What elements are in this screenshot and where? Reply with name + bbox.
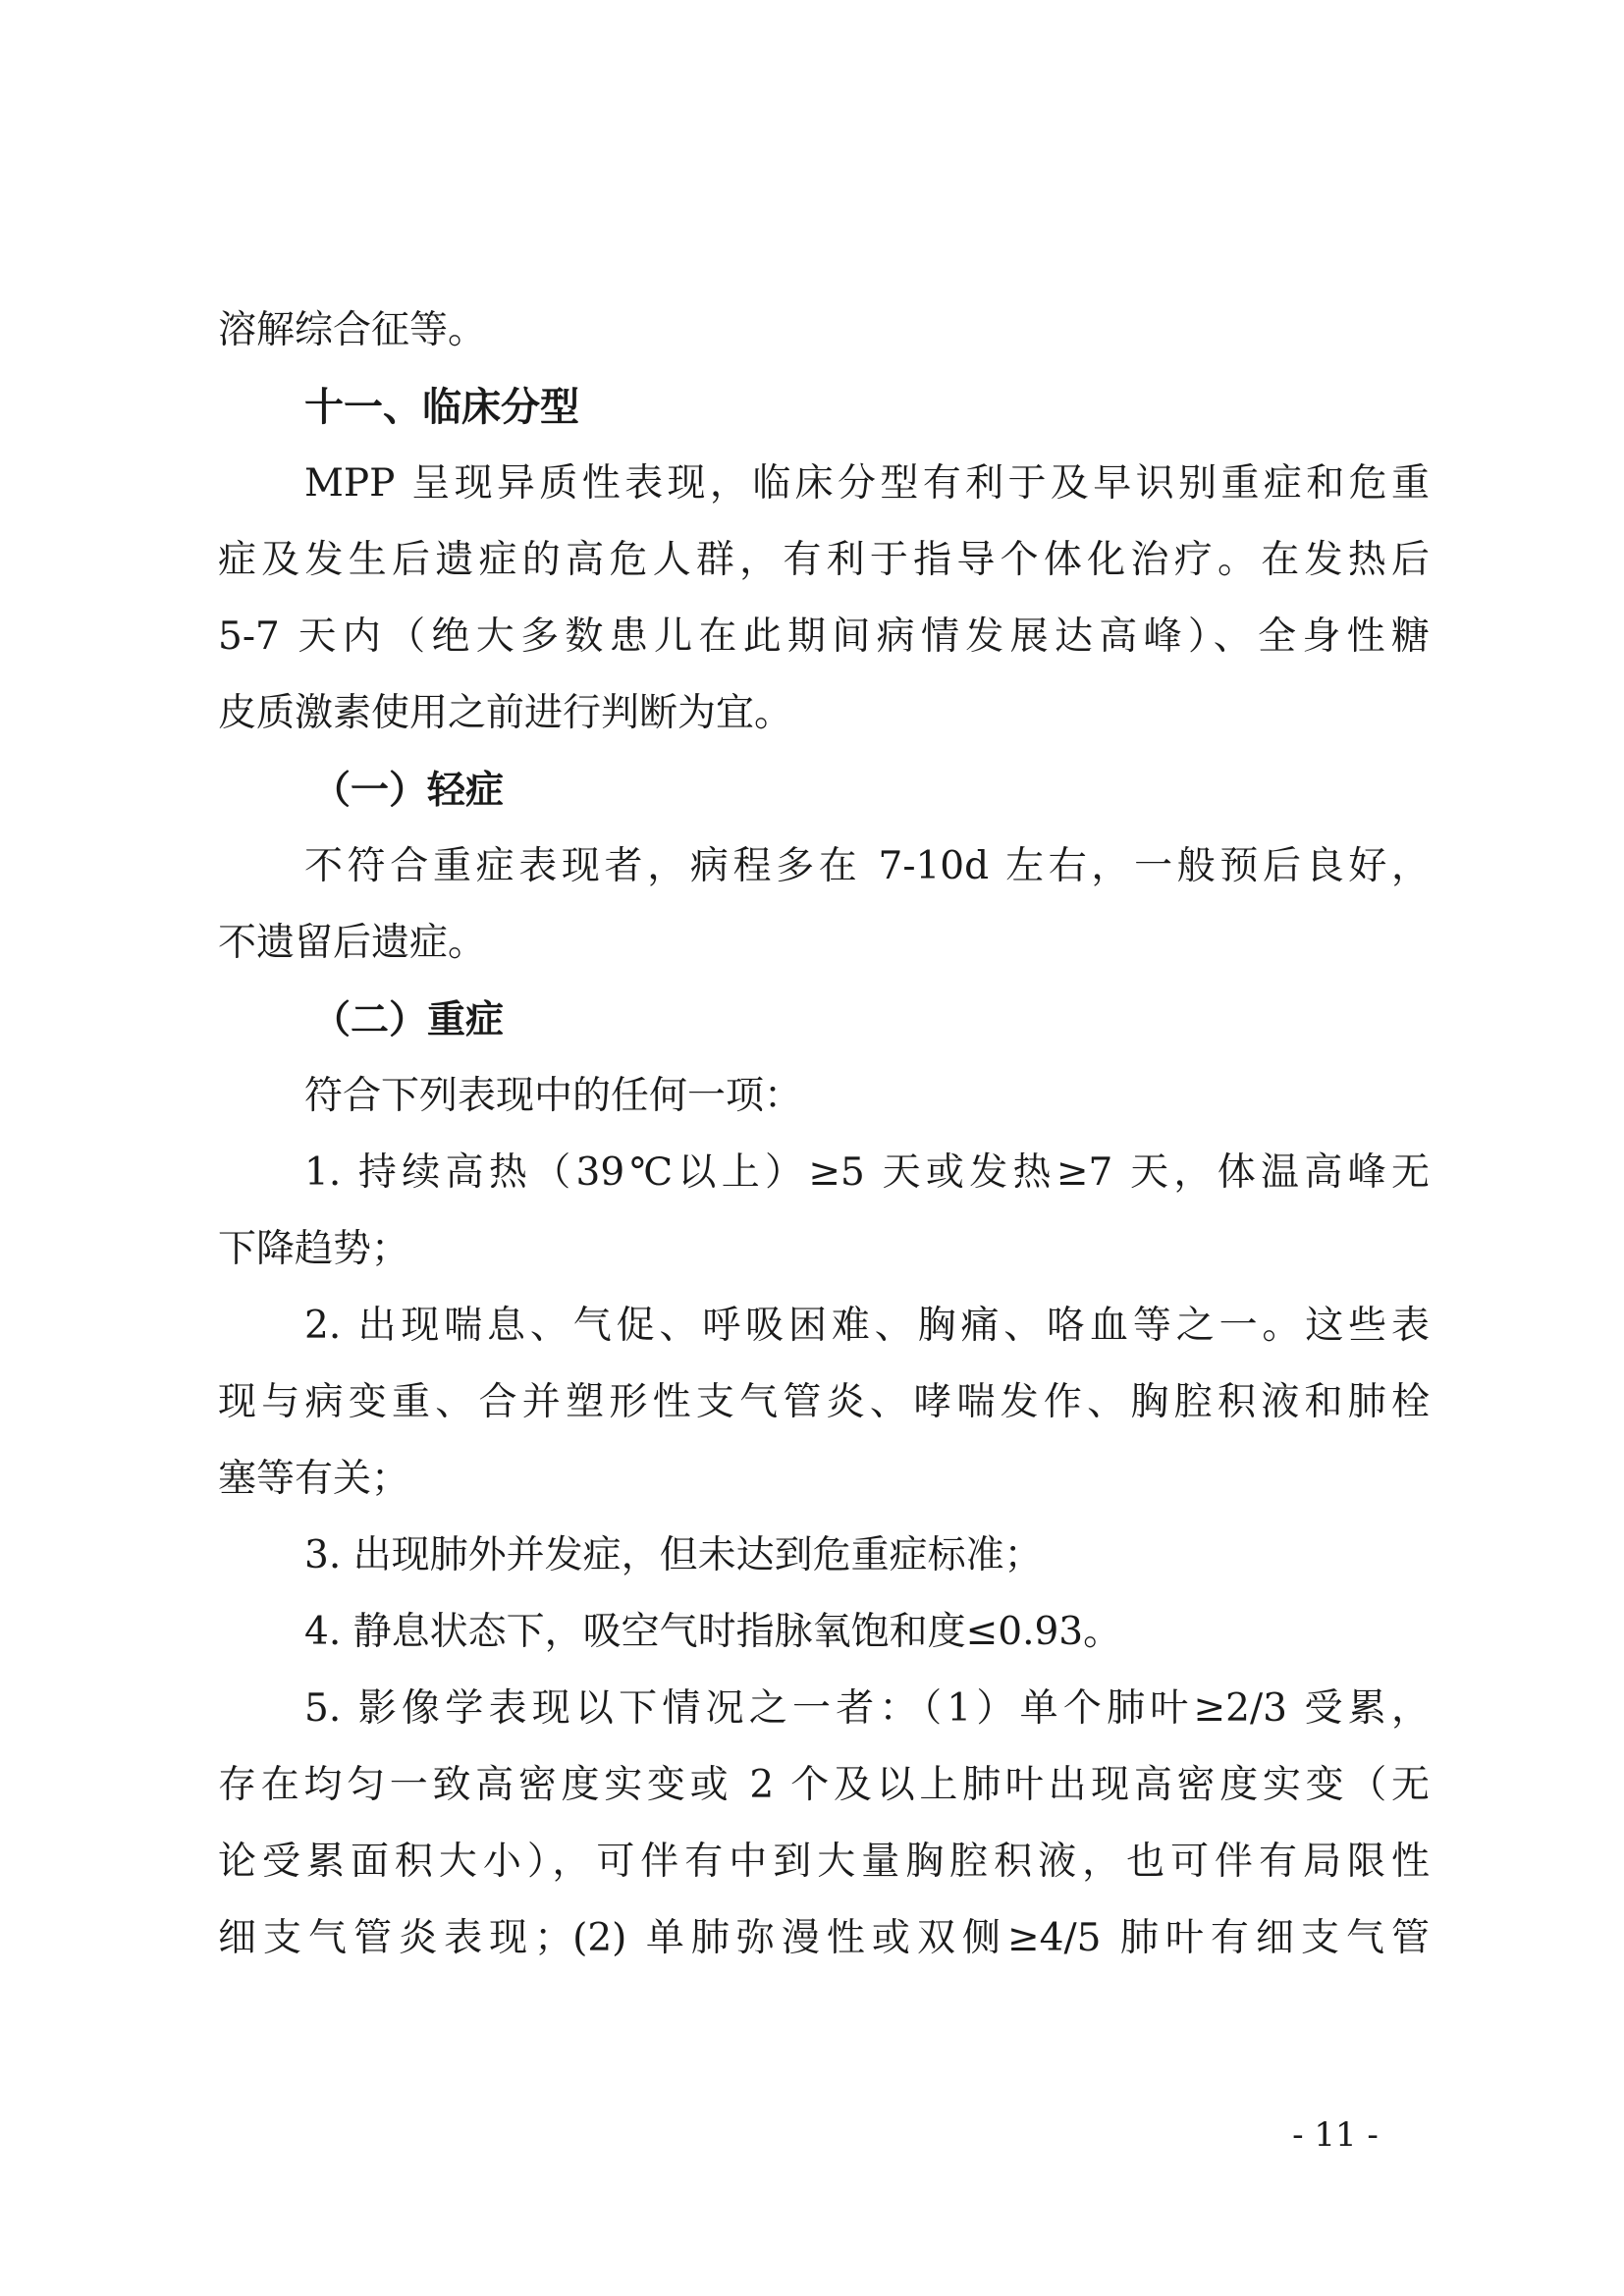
list-item-line: 论受累面积大小），可伴有中到大量胸腔积液，也可伴有局限性 bbox=[218, 1840, 1430, 1884]
list-item-line: 下降趋势； bbox=[218, 1227, 410, 1271]
list-item-line: 5. 影像学表现以下情况之一者：（1）单个肺叶≥2/3 受累， bbox=[304, 1686, 1430, 1731]
list-item-line: 4. 静息状态下，吸空气时指脉氧饱和度≤0.93。 bbox=[304, 1610, 1122, 1654]
list-item-line: 2. 出现喘息、气促、呼吸困难、胸痛、咯血等之一。这些表 bbox=[304, 1304, 1430, 1348]
list-item-line: 现与病变重、合并塑形性支气管炎、哮喘发作、胸腔积液和肺栓 bbox=[218, 1380, 1430, 1424]
paragraph-line: 皮质激素使用之前进行判断为宜。 bbox=[218, 691, 793, 735]
paragraph-line: 符合下列表现中的任何一项： bbox=[304, 1074, 803, 1118]
page-number: - 11 - bbox=[1292, 2115, 1379, 2155]
list-item-line: 存在均匀一致高密度实变或 2 个及以上肺叶出现高密度实变（无 bbox=[218, 1763, 1430, 1807]
paragraph-line: 不符合重症表现者，病程多在 7-10d 左右，一般预后良好， bbox=[304, 844, 1430, 888]
section-heading: 十一、临床分型 bbox=[304, 385, 579, 430]
list-item-line: 细支气管炎表现；(2) 单肺弥漫性或双侧≥4/5 肺叶有细支气管 bbox=[218, 1916, 1430, 1960]
paragraph-line: 不遗留后遗症。 bbox=[218, 921, 487, 965]
subsection-heading: （二）重症 bbox=[312, 997, 505, 1042]
paragraph-line: MPP 呈现异质性表现，临床分型有利于及早识别重症和危重 bbox=[304, 461, 1430, 506]
list-item-line: 塞等有关； bbox=[218, 1457, 410, 1501]
list-item-line: 3. 出现肺外并发症，但未达到危重症标准； bbox=[304, 1533, 1043, 1577]
list-item-line: 1. 持续高热（39℃以上）≥5 天或发热≥7 天，体温高峰无 bbox=[304, 1150, 1430, 1195]
paragraph-line: 溶解综合征等。 bbox=[218, 308, 487, 352]
paragraph-line: 症及发生后遗症的高危人群，有利于指导个体化治疗。在发热后 bbox=[218, 538, 1430, 582]
paragraph-line: 5-7 天内（绝大多数患儿在此期间病情发展达高峰）、全身性糖 bbox=[218, 614, 1430, 659]
subsection-heading: （一）轻症 bbox=[312, 768, 505, 813]
